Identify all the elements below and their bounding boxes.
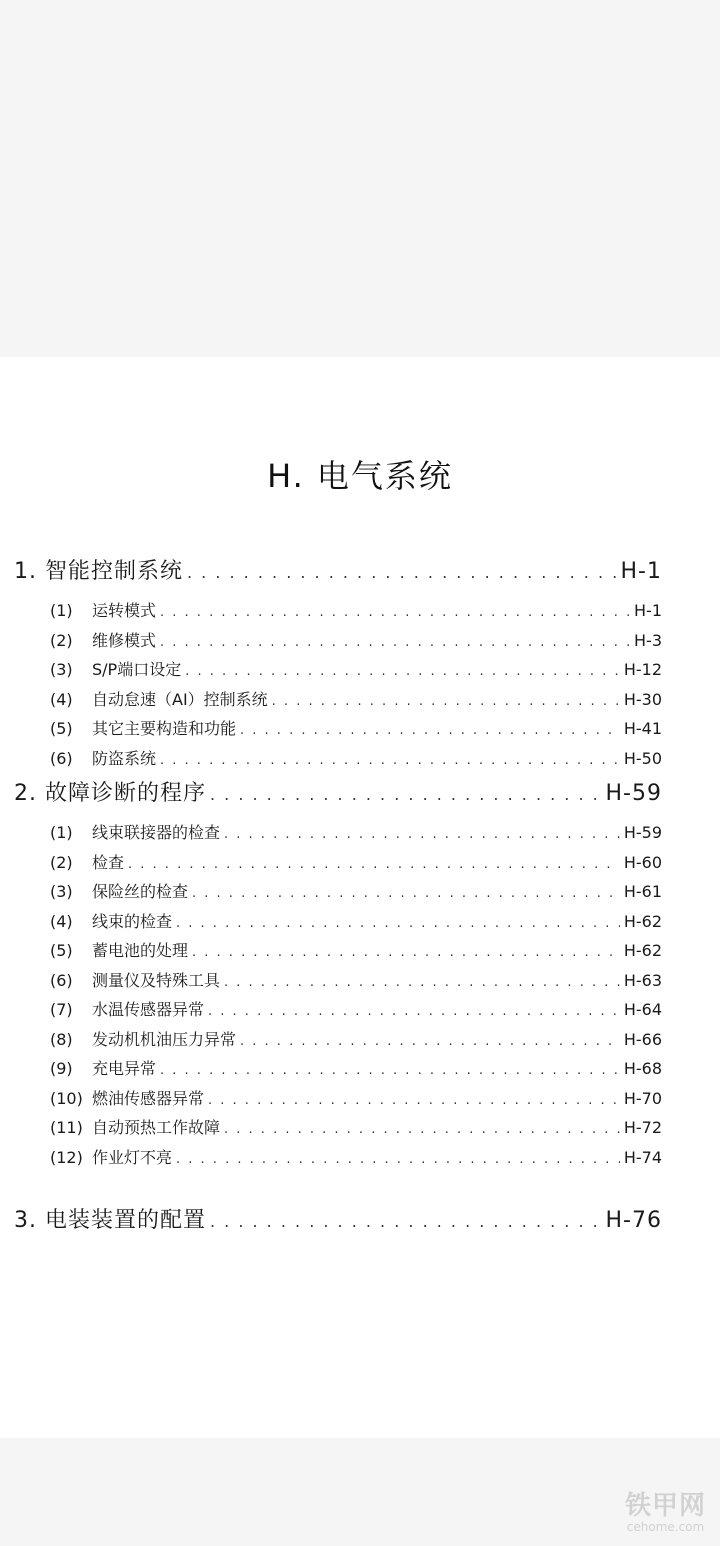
leader-dots (192, 945, 620, 960)
leader-dots (208, 1004, 620, 1019)
item-page: H-41 (623, 719, 662, 738)
leader-dots (210, 1212, 602, 1231)
item-text: 防盗系统 (92, 749, 157, 768)
leader-dots (224, 975, 620, 990)
toc-section-1[interactable] (14, 554, 662, 585)
item-number: (5) (50, 941, 73, 960)
item-page: H-62 (623, 912, 662, 931)
toc-item[interactable] (50, 687, 662, 710)
section-page: H-76 (605, 1208, 662, 1233)
leader-dots (272, 694, 620, 709)
page-title: H. 电气系统 (267, 457, 453, 495)
leader-dots (224, 1122, 620, 1137)
toc-item[interactable] (50, 997, 662, 1020)
item-text: 线束联接器的检查 (92, 823, 221, 842)
leader-dots (240, 723, 620, 738)
toc-item[interactable] (50, 850, 662, 873)
item-number: (6) (50, 971, 73, 990)
item-page: H-70 (623, 1089, 662, 1108)
item-page: H-30 (623, 690, 662, 709)
toc-item[interactable] (50, 657, 662, 680)
section-page: H-1 (620, 559, 662, 584)
item-page: H-64 (623, 1000, 662, 1019)
item-number: (3) (50, 882, 73, 901)
item-page: H-59 (623, 823, 662, 842)
item-page: H-62 (623, 941, 662, 960)
toc-item[interactable] (50, 968, 662, 991)
toc-item[interactable] (50, 1027, 662, 1050)
item-number: (8) (50, 1030, 73, 1049)
item-page: H-66 (623, 1030, 662, 1049)
toc-item[interactable] (50, 1115, 662, 1138)
item-text: 测量仪及特殊工具 (92, 971, 221, 990)
item-text: S/P端口设定 (92, 660, 182, 679)
item-text: 蓄电池的处理 (92, 941, 189, 960)
item-page: H-12 (623, 660, 662, 679)
item-number: (5) (50, 719, 73, 738)
item-page: H-1 (634, 601, 662, 620)
site-watermark (625, 1485, 706, 1534)
leader-dots (160, 753, 620, 768)
item-number: (3) (50, 660, 73, 679)
toc-item[interactable] (50, 938, 662, 961)
item-text: 水温传感器异常 (92, 1000, 205, 1019)
leader-dots (176, 1152, 620, 1167)
item-number: (7) (50, 1000, 73, 1019)
item-number: (4) (50, 912, 73, 931)
toc-item[interactable] (50, 820, 662, 843)
toc-item[interactable] (50, 628, 662, 651)
toc-section-2[interactable] (14, 776, 662, 807)
toc-item[interactable] (50, 1145, 662, 1168)
section-label: 2. 故障诊断的程序 (14, 781, 206, 806)
toc-item[interactable] (50, 1086, 662, 1109)
leader-dots (187, 563, 617, 582)
toc-item[interactable] (50, 909, 662, 932)
top-blank-band (0, 0, 720, 357)
item-text: 充电异常 (92, 1059, 157, 1078)
item-page: H-3 (634, 631, 662, 650)
item-page: H-63 (623, 971, 662, 990)
leader-dots (240, 1034, 620, 1049)
leader-dots (185, 664, 620, 679)
section-page: H-59 (605, 781, 662, 806)
leader-dots (160, 1063, 620, 1078)
leader-dots (176, 916, 620, 931)
leader-dots (208, 1093, 620, 1108)
item-text: 线束的检查 (92, 912, 173, 931)
watermark-text: 铁甲网 (624, 1491, 706, 1521)
toc-section-3[interactable] (14, 1203, 662, 1234)
item-number: (1) (50, 601, 73, 620)
item-page: H-60 (623, 853, 662, 872)
toc-item[interactable] (50, 879, 662, 902)
item-number: (6) (50, 749, 73, 768)
item-text: 作业灯不亮 (92, 1148, 173, 1167)
item-text: 检查 (92, 853, 125, 872)
item-number: (11) (50, 1118, 83, 1137)
leader-dots (192, 886, 620, 901)
item-number: (1) (50, 823, 73, 842)
section-label: 3. 电装装置的配置 (14, 1208, 206, 1233)
item-page: H-50 (623, 749, 662, 768)
toc-item[interactable] (50, 716, 662, 739)
toc-item[interactable] (50, 746, 662, 769)
item-page: H-68 (623, 1059, 662, 1078)
leader-dots (128, 857, 620, 872)
leader-dots (160, 635, 630, 650)
item-number: (10) (50, 1089, 83, 1108)
leader-dots (160, 605, 630, 620)
toc-item[interactable] (50, 1056, 662, 1079)
document-page (0, 357, 720, 1438)
watermark-domain: cehome.com (626, 1520, 705, 1534)
item-number: (2) (50, 853, 73, 872)
item-text: 运转模式 (92, 601, 157, 620)
item-number: (9) (50, 1059, 73, 1078)
item-text: 燃油传感器异常 (92, 1089, 205, 1108)
leader-dots (210, 785, 602, 804)
item-text: 维修模式 (92, 631, 157, 650)
item-text: 保险丝的检查 (92, 882, 189, 901)
item-text: 其它主要构造和功能 (92, 719, 237, 738)
item-page: H-61 (623, 882, 662, 901)
item-text: 发动机机油压力异常 (92, 1030, 237, 1049)
toc-item[interactable] (50, 598, 662, 621)
leader-dots (224, 827, 620, 842)
item-number: (2) (50, 631, 73, 650)
section-label: 1. 智能控制系统 (14, 559, 183, 584)
item-number: (12) (50, 1148, 83, 1167)
item-page: H-72 (623, 1118, 662, 1137)
item-number: (4) (50, 690, 73, 709)
item-text: 自动怠速（AI）控制系统 (92, 690, 268, 709)
bottom-blank-band (0, 1438, 720, 1546)
item-text: 自动预热工作故障 (92, 1118, 221, 1137)
item-page: H-74 (623, 1148, 662, 1167)
